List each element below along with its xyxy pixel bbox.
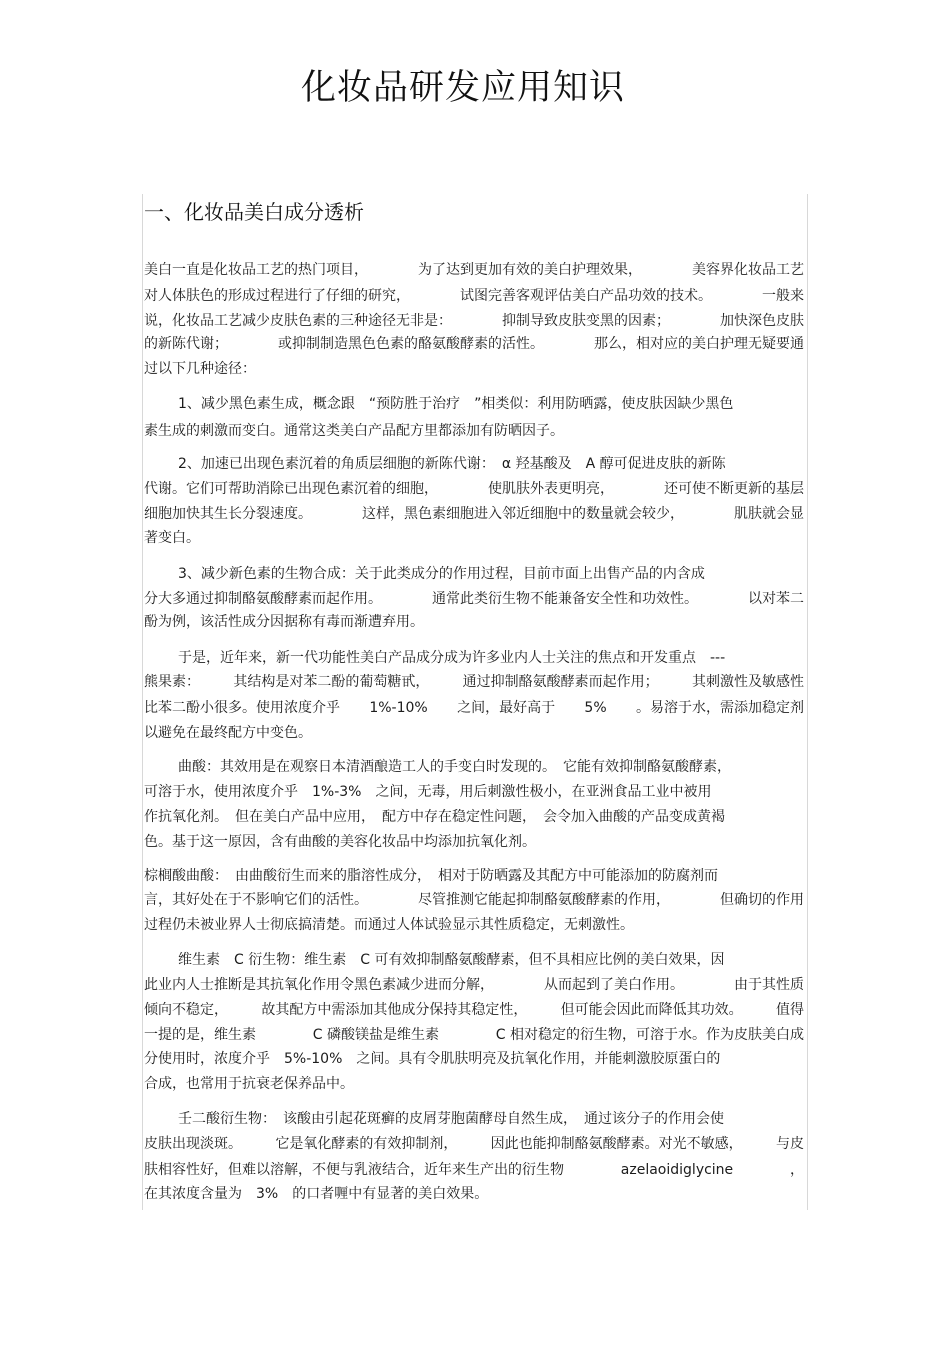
line-segment: 这样，黑色素细胞进入邻近细胞中的数量就会较少， [362,506,684,522]
paragraph-line: 棕榈酸曲酸： 由曲酸衍生而来的脂溶性成分， 相对于防晒露及其配方中可能添加的防腐剂而 [144,868,718,884]
paragraph-line [144,696,804,720]
paragraph-line [144,477,804,501]
line-segment: 与皮 [775,1136,804,1152]
line-segment: 但可能会因此而降低其功效。 [560,1002,743,1018]
line-segment: 加快深色皮肤 [720,313,804,329]
line-segment: 对人体肤色的形成过程进行了仔细的研究， [144,288,410,304]
paragraph-line [144,670,804,694]
line-segment: 倾向不稳定， [144,1002,228,1018]
line-segment: 尽管推测它能起抑制酪氨酸酵素的作用， [418,892,670,908]
paragraph-line [144,284,804,308]
paragraph-line [144,998,804,1022]
line-segment: 为了达到更加有效的美白护理效果， [418,262,642,278]
paragraph-line [144,258,804,282]
line-segment: 其结构是对苯二酚的葡萄糖甙， [233,674,430,690]
line-segment: 由于其性质 [734,977,804,993]
line-segment: 它是氧化酵素的有效抑制剂， [275,1136,458,1152]
paragraph-line: 1、减少黑色素生成，概念跟 “预防胜于治疗 ”相类似：利用防晒露，使皮肤因缺少黑色 [178,396,734,412]
line-segment: 之间，最好高于 [457,700,556,716]
line-segment: 通过抑制酪氨酸酵素而起作用； [462,674,659,690]
paragraph-line [144,502,804,526]
line-segment: 说，化妆品工艺减少皮肤色素的三种途径无非是： [144,313,452,329]
line-segment: ， [789,1162,804,1178]
paragraph-line: 壬二酸衍生物： 该酸由引起花斑癣的皮屑芽胞菌酵母自然生成， 通过该分子的作用会使 [178,1111,724,1127]
line-segment: C 磷酸镁盐是维生素 [312,1027,439,1043]
paragraph-line: 素生成的刺激而变白。通常这类美白产品配方里都添加有防晒因子。 [144,423,564,439]
paragraph-line [144,888,804,912]
paragraph-line: 曲酸：其效用是在观察日本清酒酿造工人的手变白时发现的。 它能有效抑制酪氨酸酵素， [178,759,731,775]
line-segment: 皮肤出现淡斑。 [144,1136,242,1152]
line-segment: 或抑制制造黑色色素的酪氨酸酵素的活性。 [278,336,544,352]
paragraph-line: 色。基于这一原因，含有曲酸的美容化妆品中均添加抗氧化剂。 [144,834,536,850]
line-segment: 抑制导致皮肤变黑的因素； [502,313,670,329]
line-segment: azelaoidiglycine [620,1162,734,1178]
line-segment: 因此也能抑制酪氨酸酵素。对光不敏感， [490,1136,743,1152]
line-segment: 通常此类衍生物不能兼备安全性和功效性。 [432,591,698,607]
paragraph-line [144,1023,804,1047]
line-segment: 肌肤就会显 [734,506,804,522]
paragraph-line: 作抗氧化剂。 但在美白产品中应用， 配方中存在稳定性问题， 会令加入曲酸的产品变成黄褐 [144,809,725,825]
line-segment: 此业内人士推断是其抗氧化作用令黑色素减少进而分解， [144,977,494,993]
paragraph-line [144,1158,804,1182]
line-segment: 还可使不断更新的基层 [664,481,804,497]
paragraph-line: 于是，近年来，新一代功能性美白产品成分成为许多业内人士关注的焦点和开发重点 --- [178,650,726,666]
paragraph-line: 维生素 C 衍生物：维生素 C 可有效抑制酪氨酸酵素，但不具相应比例的美白效果，因 [178,952,725,968]
line-segment: 故其配方中需添加其他成分保持其稳定性， [261,1002,528,1018]
line-segment: 从而起到了美白作用。 [544,977,684,993]
line-segment: 细胞加快其生长分裂速度。 [144,506,312,522]
paragraph-line [144,332,804,356]
paragraph-line: 可溶于水，使用浓度介乎 1%-3% 之间，无毒，用后刺激性极小，在亚洲食品工业中被用 [144,784,712,800]
line-segment: 试图完善客观评估美白产品功效的技术。 [460,288,712,304]
line-segment: 但确切的作用 [720,892,804,908]
line-segment: 言，其好处在于不影响它们的活性。 [144,892,368,908]
line-segment: 5% [584,700,607,716]
line-segment: 值得 [775,1002,804,1018]
line-segment: 的新陈代谢； [144,336,228,352]
paragraph-line: 2、加速已出现色素沉着的角质层细胞的新陈代谢： α 羟基酸及 A 醇可促进皮肤的新陈 [178,456,726,472]
paragraph-line: 分使用时，浓度介乎 5%-10% 之间。具有令肌肤明亮及抗氧化作用，并能刺激胶原蛋白的 [144,1051,721,1067]
document-title: 化妆品研发应用知识 [300,68,625,108]
line-segment: 1%-10% [369,700,428,716]
paragraph-line: 著变白。 [144,530,200,546]
line-segment: 美白一直是化妆品工艺的热门项目， [144,262,368,278]
section-heading: 一、化妆品美白成分透析 [144,200,364,224]
line-segment: C 相对稳定的衍生物，可溶于水。作为皮肤美白成 [495,1027,804,1043]
paragraph-line: 酚为例，该活性成分因据称有毒而渐遭弃用。 [144,614,424,630]
paragraph-line [144,973,804,997]
line-segment: 一般来 [762,288,804,304]
line-segment: 一提的是，维生素 [144,1027,256,1043]
paragraph-line: 在其浓度含量为 3% 的口者喱中有显著的美白效果。 [144,1186,489,1202]
paragraph-line: 过以下几种途径： [144,361,256,377]
line-segment: 以对苯二 [748,591,804,607]
line-segment: 使肌肤外表更明亮， [488,481,614,497]
paragraph-line [144,587,804,611]
line-segment: 美容界化妆品工艺 [692,262,804,278]
paragraph-line: 3、减少新色素的生物合成：关于此类成分的作用过程，目前市面上出售产品的内含成 [178,566,705,582]
line-segment: 那么，相对应的美白护理无疑要通 [594,336,804,352]
line-segment: 代谢。它们可帮助消除已出现色素沉着的细胞， [144,481,438,497]
line-segment: 熊果素： [144,674,200,690]
line-segment: 比苯二酚小很多。使用浓度介乎 [144,700,340,716]
paragraph-line: 合成，也常用于抗衰老保养品中。 [144,1076,354,1092]
line-segment: 。易溶于水，需添加稳定剂 [635,700,804,716]
line-segment: 肤相容性好，但难以溶解，不便与乳液结合，近年来生产出的衍生物 [144,1162,564,1178]
paragraph-line [144,1132,804,1156]
line-segment: 其刺激性及敏感性 [691,674,804,690]
paragraph-line: 过程仍未被业界人士彻底搞清楚。而通过人体试验显示其性质稳定，无刺激性。 [144,917,634,933]
line-segment: 分大多通过抑制酪氨酸酵素而起作用。 [144,591,382,607]
paragraph-line [144,309,804,333]
paragraph-line: 以避免在最终配方中变色。 [144,725,312,741]
